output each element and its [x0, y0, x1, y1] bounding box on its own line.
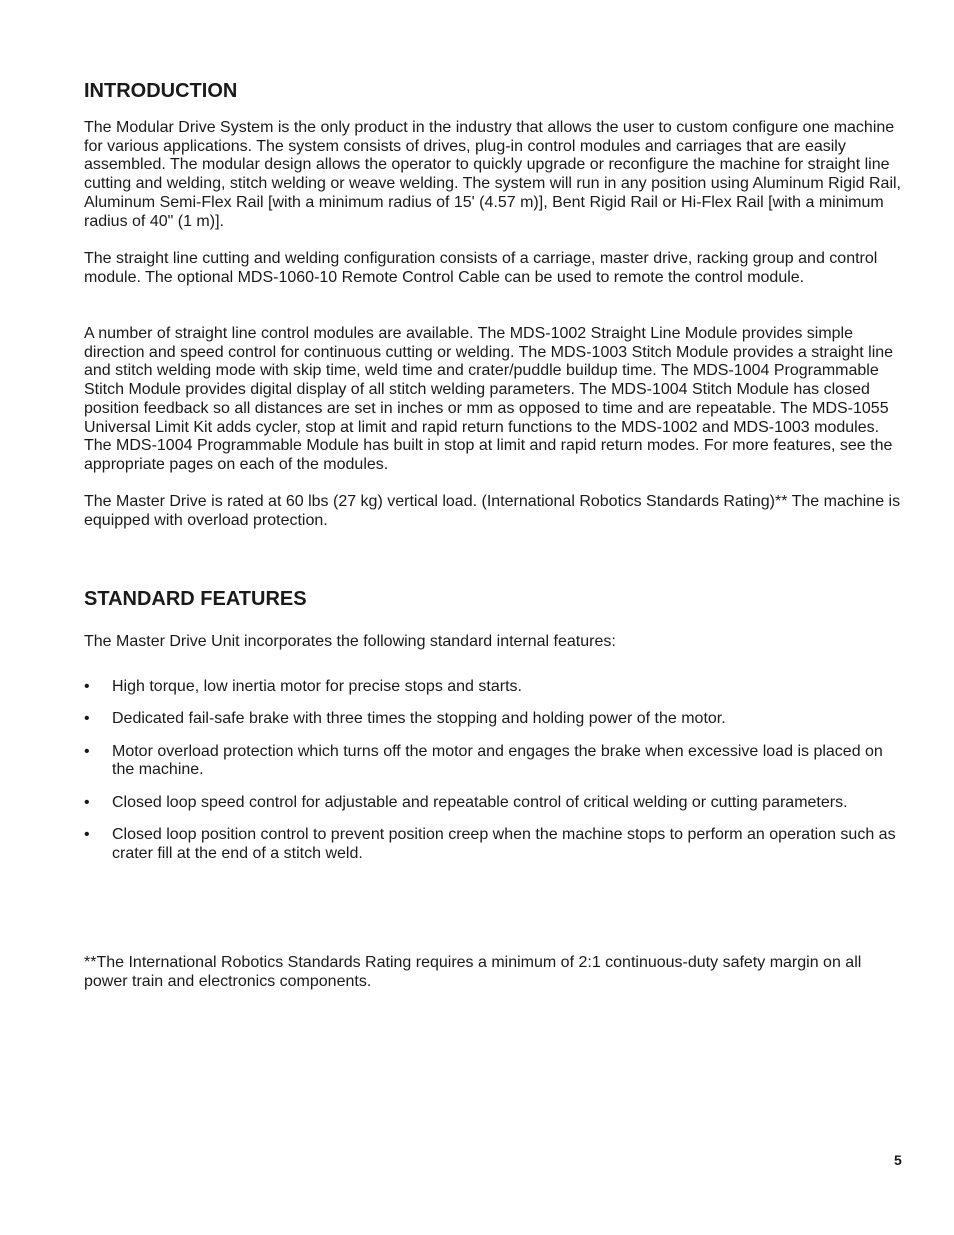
bullet-icon: • — [84, 742, 90, 760]
list-item — [84, 743, 904, 780]
standard-features-intro: The Master Drive Unit incorporates the following standard internal features: — [84, 633, 616, 650]
introduction-paragraph-2: The straight line cutting and welding configuration consists of a carriage, master drive, racking group and control module. The optional MDS-1060-10 Remote Control Cable can be used to remote the control module. — [84, 250, 878, 286]
list-item — [84, 678, 904, 697]
introduction-heading: INTRODUCTION — [84, 80, 238, 102]
introduction-paragraph-4: The Master Drive is rated at 60 lbs (27 kg) vertical load. (International Robotics Standards Rating)** The machine is equipped with overload protection. — [84, 493, 901, 529]
page-number: 5 — [894, 1152, 902, 1168]
list-item-text: Closed loop speed control for adjustable and repeatable control of critical welding or cutting parameters. — [112, 793, 848, 811]
list-item-text: Closed loop position control to prevent position creep when the machine stops to perform an operation such as crater fill at the end of a stitch weld. — [112, 825, 896, 862]
standard-features-heading: STANDARD FEATURES — [84, 588, 307, 610]
introduction-paragraph-3: A number of straight line control modules are available. The MDS-1002 Straight Line Module provides simple direction and speed control for continuous cutting or welding. The MDS-1003 Stitch Module provides a straight line and stitch welding mode with skip time, weld time and crater/puddle buildup time. The MDS-1004 Programmable Stitch Module provides digital display of all stitch welding parameters. The MDS-1004 Stitch Module has closed position feedback so all distances are set in inches or mm as opposed to time and are repeatable. The MDS-1055 Universal Limit Kit adds cycler, stop at limit and rapid return functions to the MDS-1002 and MDS-1003 modules. The MDS-1004 Programmable Module has built in stop at limit and rapid return modes. For more features, see the appropriate pages on each of the modules. — [84, 325, 894, 473]
bullet-icon: • — [84, 710, 90, 728]
list-item-text: High torque, low inertia motor for precise stops and starts. — [112, 678, 522, 695]
list-item — [84, 710, 904, 729]
list-item-text: Dedicated fail-safe brake with three times the stopping and holding power of the motor. — [112, 710, 726, 728]
bullet-icon: • — [84, 793, 90, 811]
footnote: **The International Robotics Standards Rating requires a minimum of 2:1 continuous-duty safety margin on all power train and electronics components. — [84, 954, 862, 990]
bullet-icon: • — [84, 825, 90, 843]
list-item-text: Motor overload protection which turns off the motor and engages the brake when excessive load is placed on the machine. — [112, 742, 883, 779]
bullet-icon: • — [84, 678, 90, 695]
features-list — [84, 678, 904, 877]
list-item — [84, 794, 904, 813]
list-item — [84, 826, 904, 863]
introduction-paragraph-1: The Modular Drive System is the only product in the industry that allows the user to custom configure one machine for various applications. The system consists of drives, plug-in control modules and carriages that are easily assembled. The modular design allows the operator to quickly upgrade or reconfigure the machine for straight line cutting and welding, stitch welding or weave welding. The system will run in any position using Aluminum Rigid Rail, Aluminum Semi-Flex Rail [with a minimum radius of 15' (4.57 m)], Bent Rigid Rail or Hi-Flex Rail [with a minimum radius of 40" (1 m)]. — [84, 119, 901, 230]
